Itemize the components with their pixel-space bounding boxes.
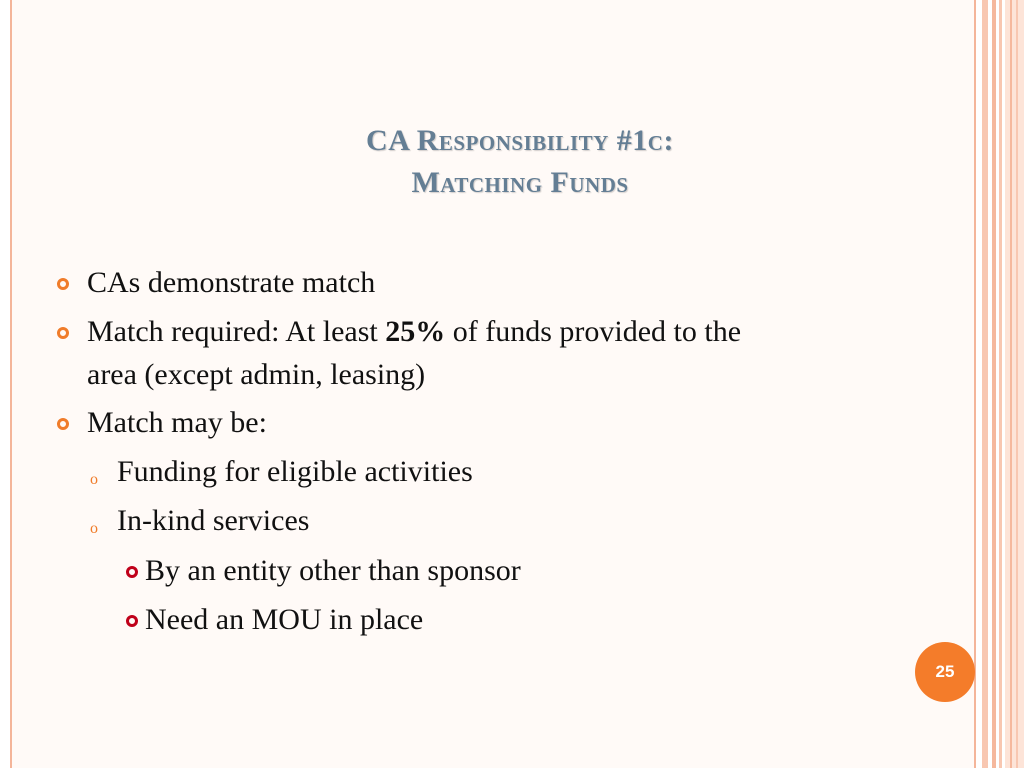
orange-ring-bullet-icon [57,327,69,339]
bullet-bold-percent: 25% [385,315,446,348]
bullet-text-after: of funds provided to the [445,315,742,348]
sub-bullet-item: In-kind services [117,504,310,537]
small-o-bullet-icon: o [90,520,98,537]
orange-ring-bullet-icon [57,418,69,430]
orange-ring-bullet-icon [57,278,69,290]
small-o-bullet-icon: o [90,471,98,488]
bullet-item: CAs demonstrate match [87,266,376,299]
sub-sub-bullet-item: By an entity other than sponsor [145,554,521,587]
red-ring-bullet-icon [126,566,138,578]
sub-sub-bullet-item: Need an MOU in place [145,603,424,636]
bullet-item: Match may be: [87,406,267,439]
bullet-text-before: Match required: At least [87,315,386,348]
title-line-2: Matching Funds [411,166,629,199]
red-ring-bullet-icon [126,615,138,627]
page-number-badge: 25 [915,642,975,702]
sub-bullet-item: Funding for eligible activities [117,455,473,488]
title-line-1: CA Responsibility #1c: [366,124,674,157]
bullet-item-continuation: area (except admin, leasing) [87,358,426,391]
bullet-item [87,311,741,353]
